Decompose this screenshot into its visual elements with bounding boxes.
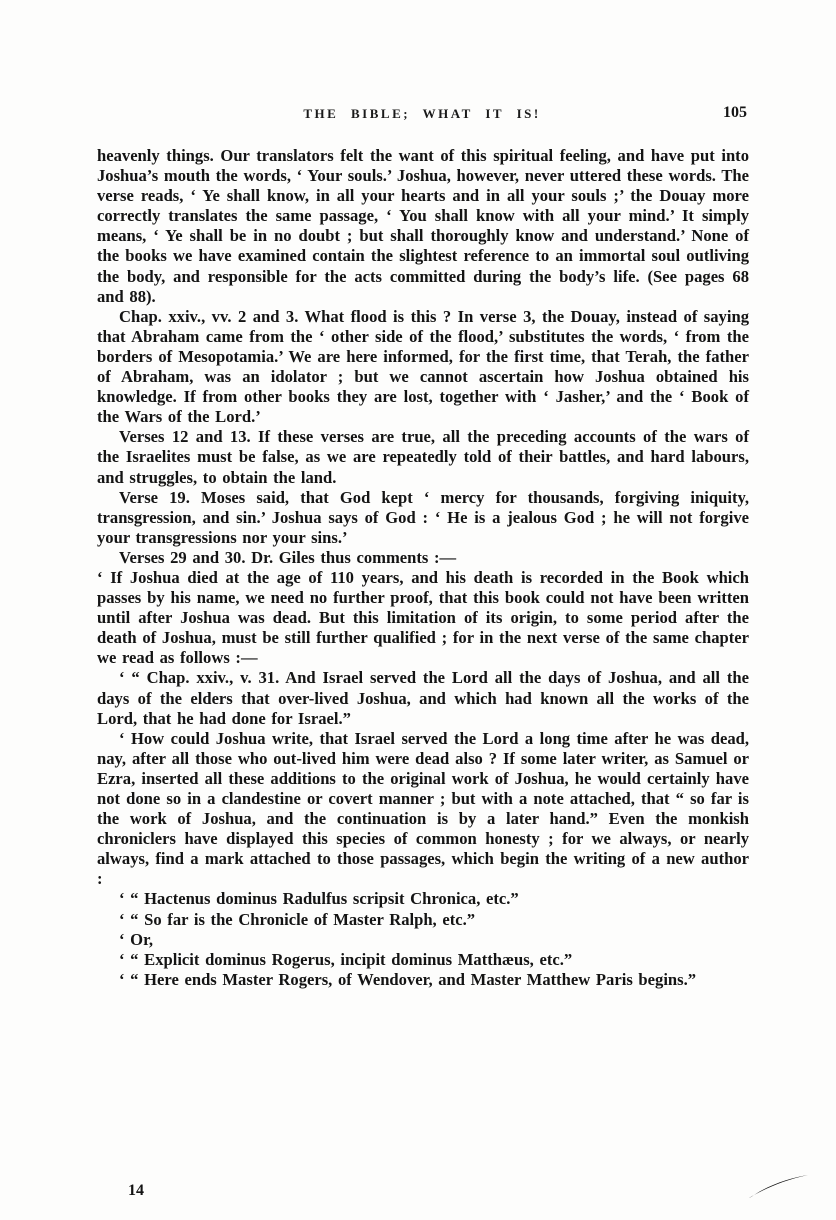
page-body [97, 146, 749, 990]
ink-swoosh-mark [748, 1174, 810, 1200]
paragraph: Verse 19. Moses said, that God kept ‘ mercy for thousands, forgiving iniquity, transgression, and sin.’ Joshua says of God : ‘ He is a jealous God ; he will not forgive your transgressions nor your sins.’ [97, 487, 749, 547]
paragraph: ‘ “ Here ends Master Rogers, of Wendover, and Master Matthew Paris begins.” [119, 969, 697, 989]
paragraph: Verses 12 and 13. If these verses are true, all the preceding accounts of the wars of the Israelites must be false, as we are repeatedly told of their battles, and hard labours, and struggles, to obtain the land. [97, 427, 749, 487]
page-number: 105 [723, 104, 747, 121]
paragraph: Chap. xxiv., vv. 2 and 3. What flood is this ? In verse 3, the Douay, instead of saying that Abraham came from the ‘ other side of the flood,’ substitutes the words, ‘ from the borders of Mesopotamia.’ We are here informed, for the first time, that Terah, the father of Abraham, was an idolator ; but we cannot ascertain how Joshua obtained his knowledge. If from other books they are lost, together with ‘ Jasher,’ and the ‘ Book of the Wars of the Lord.’ [97, 306, 749, 427]
running-header [97, 106, 747, 128]
paragraph: ‘ Or, [119, 929, 154, 949]
paragraph: heavenly things. Our translators felt the want of this spiritual feeling, and have put into Joshua’s mouth the words, ‘ Your souls.’ Joshua, however, never uttered these words. The verse reads, ‘ Ye shall know, in all your hearts and in all your souls ;’ the Douay more correctly translates the same passage, ‘ You shall know with all your mind.’ It simply means, ‘ Ye shall be in no doubt ; but shall thoroughly know and understand.’ None of the books we have examined contain the slightest reference to an immortal soul outliving the body, and responsible for the acts committed during the body’s life. (See pages 68 and 88). [97, 146, 749, 306]
paragraph: Verses 29 and 30. Dr. Giles thus comments :— [119, 547, 457, 567]
paragraph: ‘ “ Hactenus dominus Radulfus scripsit Chronica, etc.” [119, 889, 519, 909]
signature-number: 14 [128, 1182, 144, 1199]
page-header-title: THE BIBLE; WHAT IT IS! [303, 106, 541, 121]
paragraph: ‘ If Joshua died at the age of 110 years, and his death is recorded in the Book which passes by his name, we need no further proof, that this book could not have been written until after Joshua was dead. But this limitation of its origin, to some period after the death of Joshua, must be still further qualified ; for in the next verse of the same chapter we read as follows :— [97, 567, 749, 668]
paragraph: ‘ “ So far is the Chronicle of Master Ralph, etc.” [119, 909, 476, 929]
paragraph: ‘ “ Chap. xxiv., v. 31. And Israel served the Lord all the days of Joshua, and all the days of the elders that over-lived Joshua, and which had known all the works of the Lord, that he had done for Israel.” [97, 668, 749, 728]
paragraph: ‘ “ Explicit dominus Rogerus, incipit dominus Matthæus, etc.” [119, 949, 573, 969]
paragraph: ‘ How could Joshua write, that Israel served the Lord a long time after he was dead, nay, after all those who out-lived him were dead also ? If some later writer, as Samuel or Ezra, inserted all these additions to the original work of Joshua, he would certainly have not done so in a clandestine or covert manner ; but with a note attached, that “ so far is the work of Joshua, and the continuation is by a later hand.” Even the monkish chroniclers have displayed this species of common honesty ; for we always, or nearly always, find a mark attached to those passages, which begin the writing of a new author : [97, 728, 749, 889]
